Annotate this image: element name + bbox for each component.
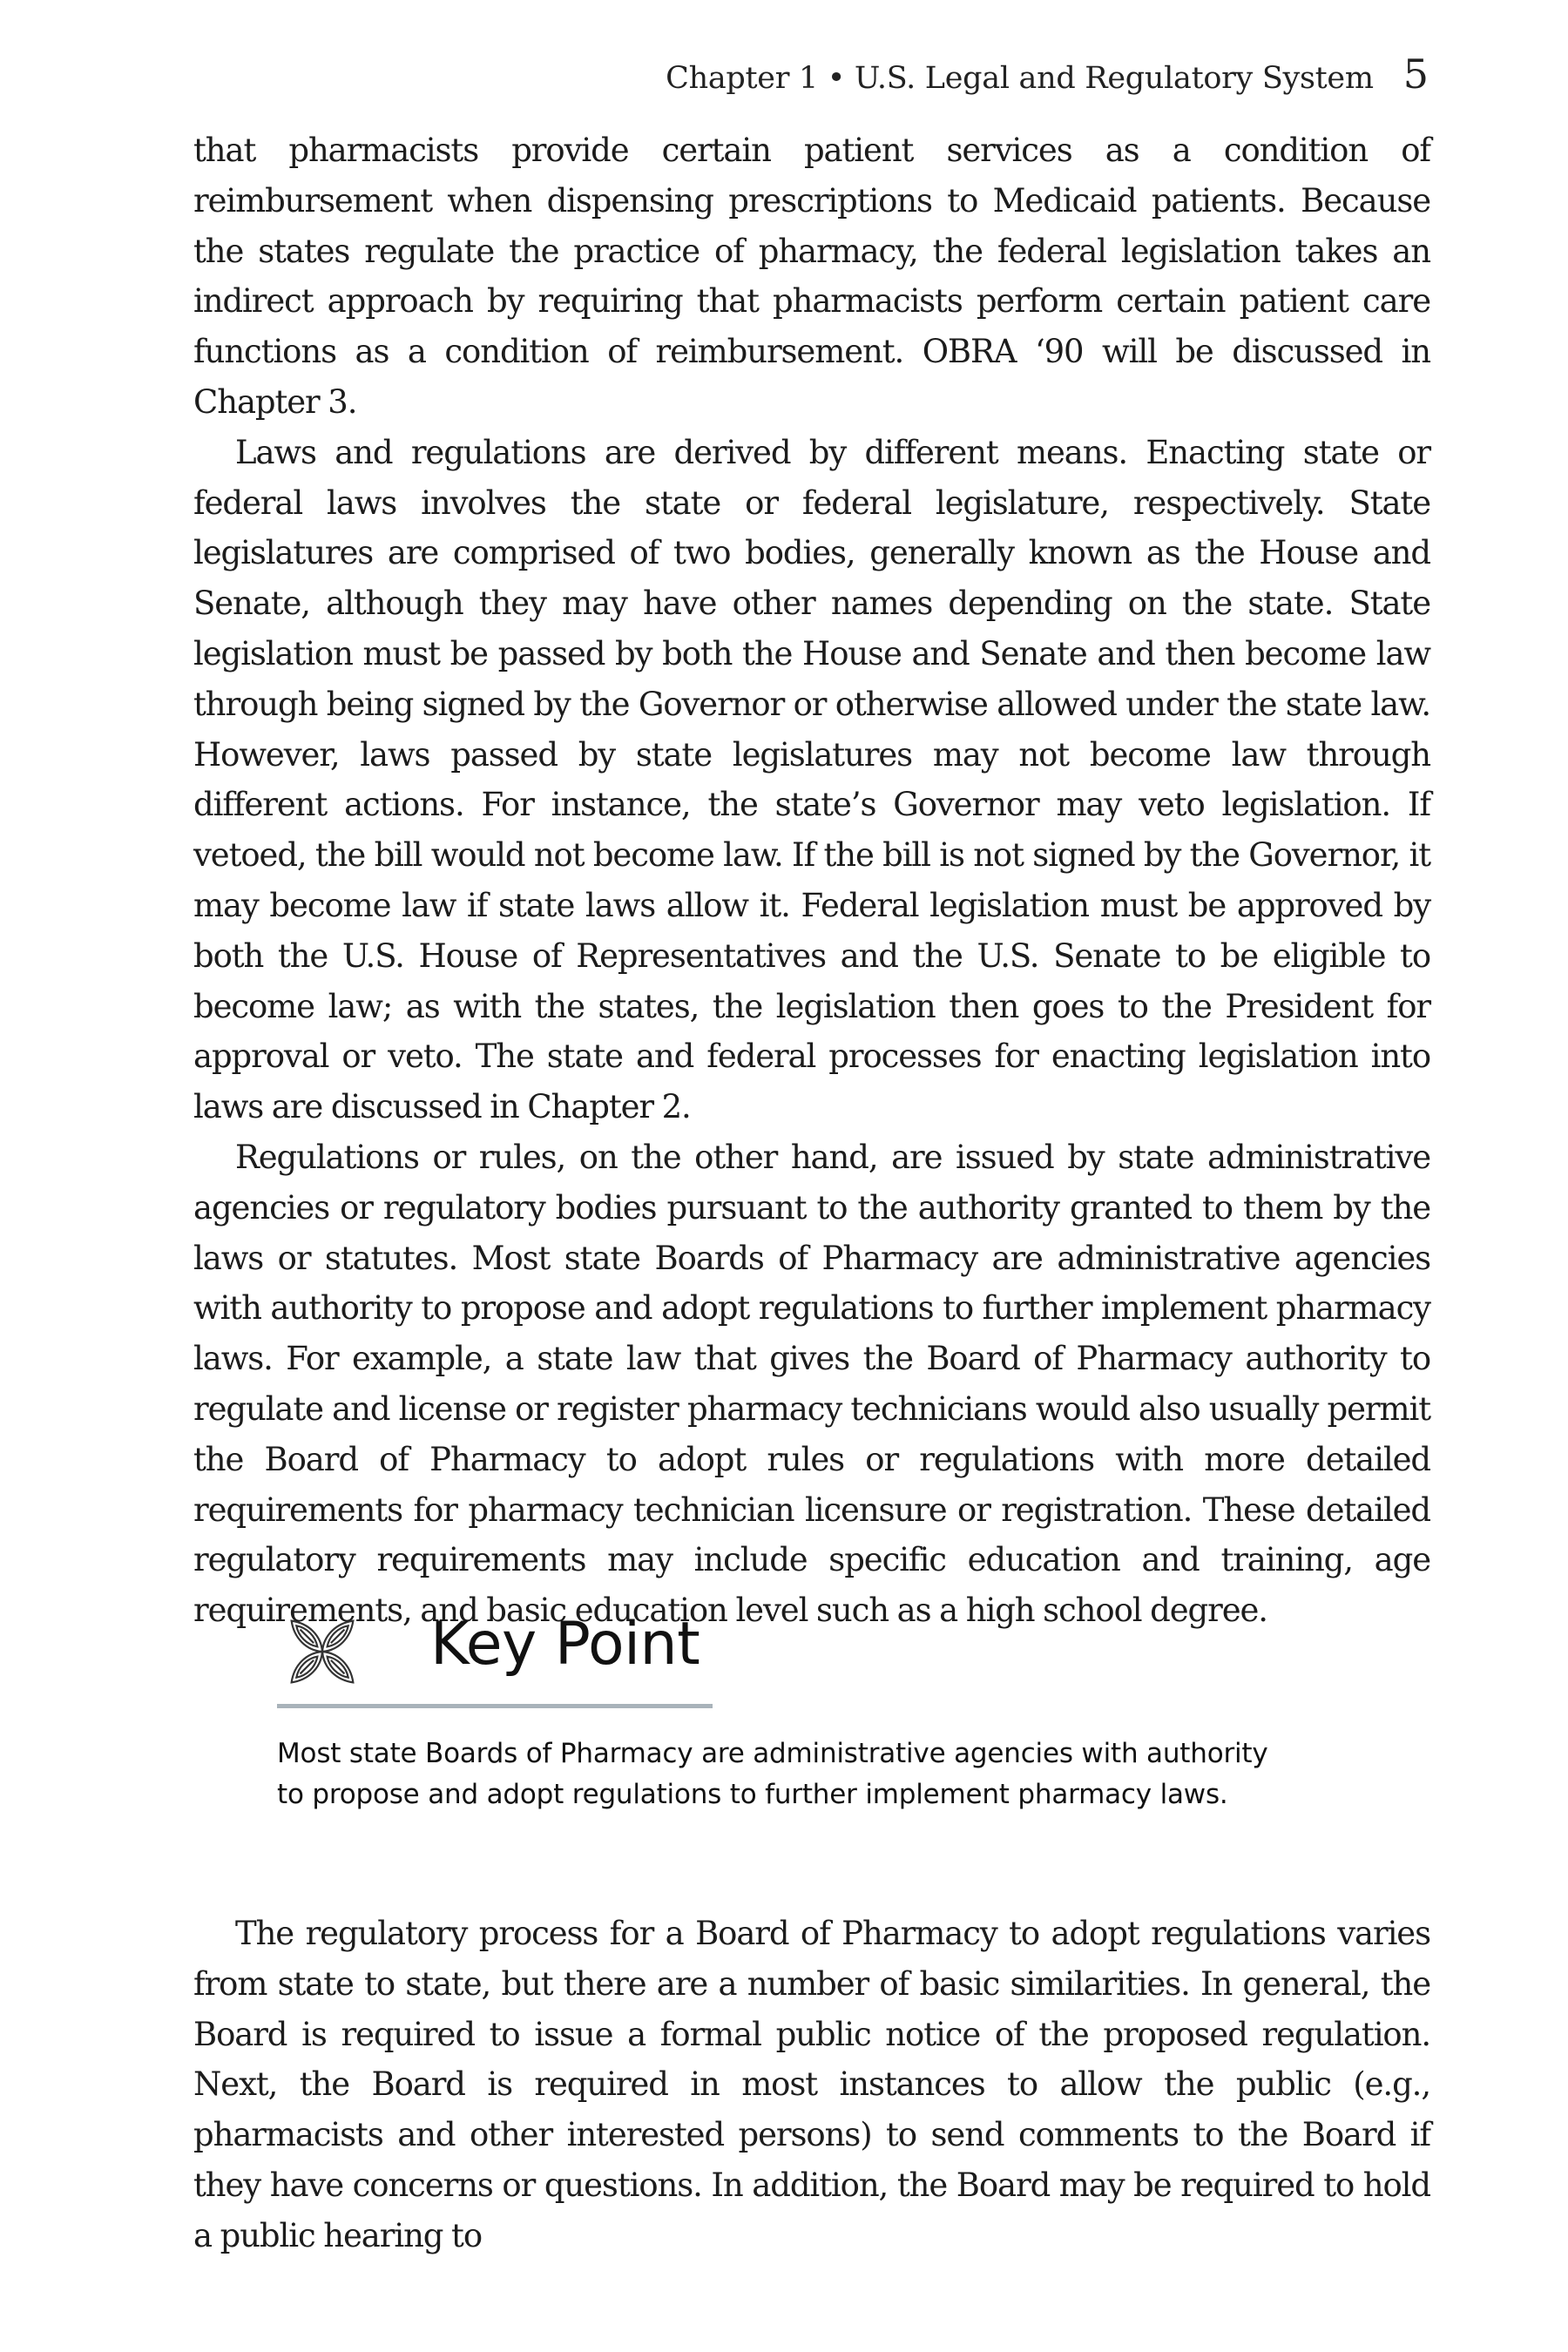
paragraph-continued: that pharmacists provide certain patient services as a condition of reimbursement when dispensing prescriptions to Medicaid patients. Because the states regulate the practice of pharmacy, the federal legislation takes an indirect approach by requiring that pharmacists perform certain patient care functions as a condition of reimbursement. OBRA ‘90 will be discussed in Chapter 3. (193, 132, 1430, 421)
key-point-box (277, 1603, 1322, 1815)
body-text-bottom (193, 1909, 1430, 2261)
body-text-top (193, 125, 1430, 1636)
running-head (666, 51, 1429, 98)
key-point-text: Most state Boards of Pharmacy are administrative agencies with authority to propose and adopt regulations to further implement pharmacy laws. (277, 1738, 1268, 1810)
page-number: 5 (1402, 51, 1429, 98)
running-title: Chapter 1 • U.S. Legal and Regulatory System (666, 61, 1374, 96)
leaf-ornament-icon (277, 1606, 368, 1697)
key-point-header (277, 1603, 714, 1709)
paragraph-regulations: Regulations or rules, on the other hand, are issued by state administrative agencies or regulatory bodies pursuant to the authority granted to them by the laws or statutes. Most state Boards of Pharmacy are administrative agencies with authority to propose and adopt regulations to further implement pharmacy laws. For example, a state law that gives the Board of Pharmacy authority to regulate and license or register pharmacy technicians would also usually permit the Board of Pharmacy to adopt rules or regulations with more detailed requirements for pharmacy technician licensure or registration. These detailed regulatory requirements may include specific education and training, age requirements, and basic education level such as a high school degree. (193, 1138, 1430, 1630)
paragraph-regulatory-process: The regulatory process for a Board of Pharmacy to adopt regulations varies from state to state, but there are a number of basic similarities. In general, the Board is required to issue a formal public notice of the proposed regulation. Next, the Board is required in most instances to allow the public (e.g., pharmacists and other interested persons) to send comments to the Board if they have concerns or questions. In addition, the Board may be required to hold a public hearing to (193, 1915, 1430, 2254)
paragraph-laws: Laws and regulations are derived by different means. Enacting state or federal laws involves the state or federal legislature, respectively. State legislatures are comprised of two bodies, generally known as the House and Senate, although they may have other names depending on the state. State legislation must be passed by both the House and Senate and then become law through being signed by the Governor or otherwise allowed under the state law. However, laws passed by state legislatures may not become law through different actions. For instance, the state’s Governor may veto legislation. If vetoed, the bill would not become law. If the bill is not signed by the Governor, it may become law if state laws allow it. Federal legislation must be approved by both the U.S. House of Representatives and the U.S. Senate to be eligible to become law; as with the states, the legislation then goes to the President for approval or veto. The state and federal processes for enacting legislation into laws are discussed in Chapter 2. (193, 433, 1430, 1126)
key-point-rule (277, 1704, 713, 1708)
key-point-title: Key Point (430, 1610, 700, 1679)
